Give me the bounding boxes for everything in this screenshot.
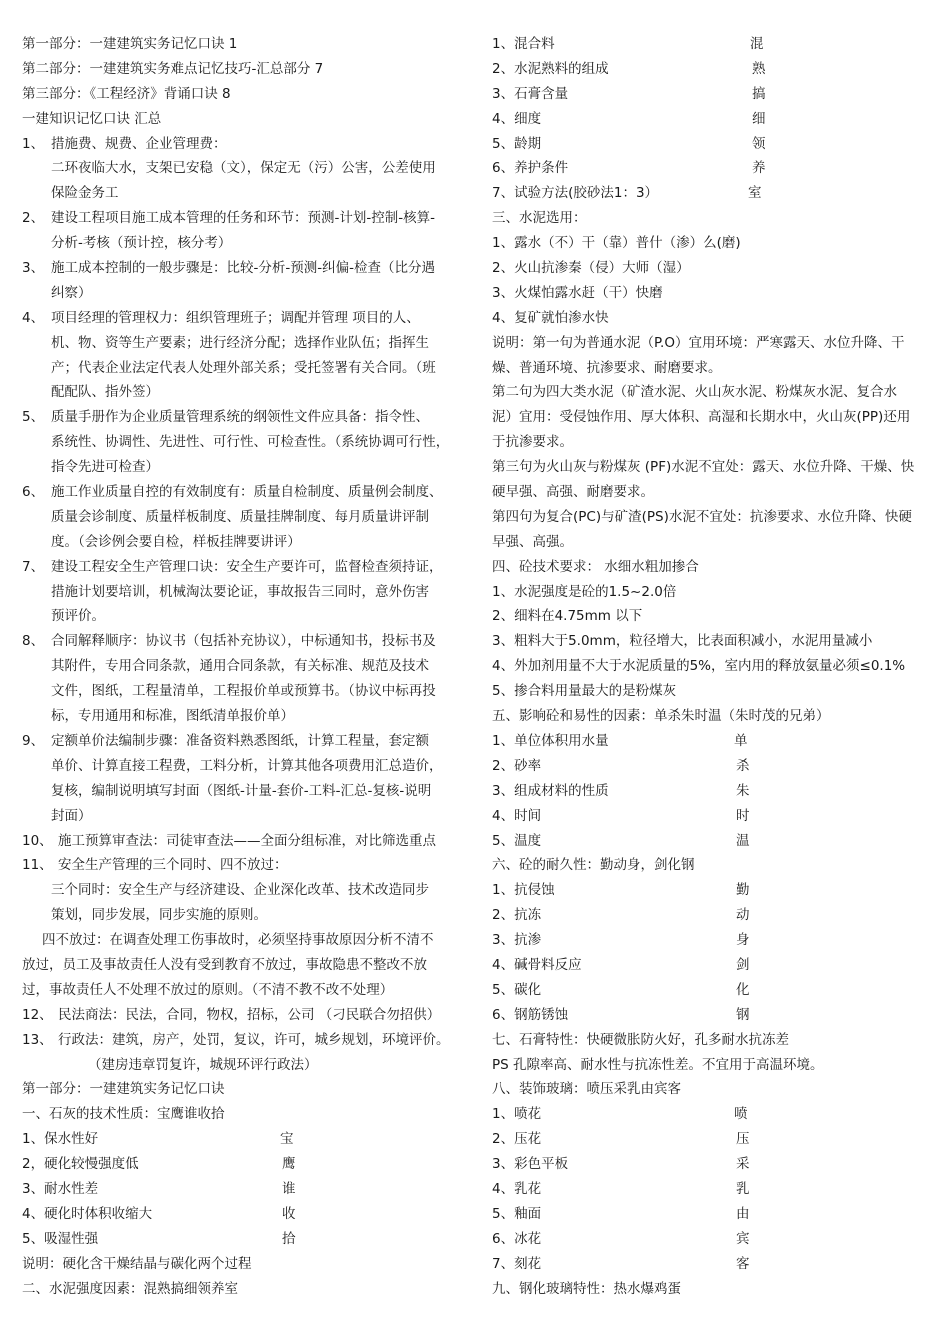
- list-item: 6、 施工作业质量自控的有效制度有：质量自检制度、质量例会制度、: [22, 484, 443, 501]
- mnemonic-key: 鹰: [282, 1156, 296, 1173]
- mnemonic-row: 1、喷花 喷: [492, 1102, 932, 1127]
- list-item: 5、掺合料用量最大的是粉煤灰: [492, 683, 677, 700]
- list-item: 3、火煤怕露水赶（干）快磨: [492, 284, 663, 301]
- list-item-cont: 预评价。: [51, 608, 105, 625]
- mnemonic-row: 2、压花 压: [492, 1127, 932, 1152]
- mnemonic-row: 3、抗渗 身: [492, 928, 932, 953]
- mnemonic-row: 4、碱骨料反应 剑: [492, 953, 932, 978]
- mnemonic-row: 4、细度 细: [492, 107, 932, 132]
- list-item: 3、 施工成本控制的一般步骤是：比较-分析-预测-纠偏-检查（比分遇: [22, 260, 435, 277]
- toc-line: 第一部分：一建建筑实务记忆口诀 1: [22, 36, 238, 52]
- list-item-cont: 指令先进可检查）: [51, 459, 159, 476]
- list-item-cont: 纠察）: [51, 284, 92, 301]
- list-item: 5、 质量手册作为企业质量管理系统的纲领性文件应具备：指令性、: [22, 409, 429, 426]
- mnemonic-key: 喷: [734, 1106, 748, 1123]
- list-item: 11、 安全生产管理的三个同时、四不放过：: [22, 857, 288, 874]
- mnemonic-row: 5、温度 温: [492, 829, 932, 854]
- mnemonic-key: 混: [750, 36, 764, 52]
- list-item-cont: 封面）: [51, 807, 92, 824]
- note-line: 于抗渗要求。: [492, 434, 573, 451]
- list-item-cont: 系统性、协调性、先进性、可行性、可检查性。（系统协调可行性，: [51, 434, 450, 451]
- list-item-cont: 度。（会诊例会要自检，样板挂牌要讲评）: [51, 533, 301, 550]
- section-heading: 八、装饰玻璃：喷压采乳由宾客: [492, 1081, 681, 1098]
- mnemonic-key: 温: [736, 832, 750, 849]
- mnemonic-row: 3、彩色平板 采: [492, 1152, 932, 1177]
- mnemonic-row: 6、养护条件 养: [492, 156, 932, 181]
- list-item: 4、 项目经理的管理权力：组织管理班子；调配并管理 项目的人、: [22, 309, 420, 326]
- mnemonic-row: 2、抗冻 动: [492, 903, 932, 928]
- list-item: 2、细料在4.75mm 以下: [492, 608, 643, 625]
- mnemonic-row: 7、刻花 客: [492, 1252, 932, 1277]
- mnemonic-row: 2，硬化较慢强度低 鹰: [22, 1152, 462, 1177]
- list-item-cont: 配配队、指外签）: [51, 384, 159, 401]
- note-line: 泥）宜用：受侵蚀作用、厚大体积、高湿和长期水中，火山灰(PP)还用: [492, 409, 911, 426]
- mnemonic-key: 压: [736, 1131, 750, 1148]
- list-item-cont: 策划，同步发展，同步实施的原则。: [51, 907, 267, 924]
- mnemonic-key: 熟: [752, 60, 766, 77]
- mnemonic-key: 勤: [736, 882, 750, 899]
- list-item-cont: 其附件，专用合同条款，通用合同条款，有关标准、规范及技术: [51, 658, 429, 675]
- mnemonic-row: 5、釉面 由: [492, 1202, 932, 1227]
- section-heading: 七、石膏特性：快硬微胀防火好，孔多耐水抗冻差: [492, 1031, 789, 1048]
- mnemonic-key: 时: [736, 807, 750, 824]
- mnemonic-row: 4、乳花 乳: [492, 1177, 932, 1202]
- mnemonic-row: 3、石膏含量 搞: [492, 82, 932, 107]
- mnemonic-key: 钢: [736, 1006, 750, 1023]
- list-item-cont: 三个同时：安全生产与经济建设、企业深化改革、技术改造同步: [51, 882, 429, 899]
- mnemonic-key: 朱: [736, 782, 750, 799]
- note-line: 早强、高强。: [492, 533, 573, 550]
- list-item: 1、 措施费、规费、企业管理费：: [22, 135, 227, 152]
- mnemonic-row: 7、试验方法(胶砂法1：3） 室: [492, 181, 932, 206]
- list-item: 3、粗料大于5.0mm，粒径增大，比表面积减小，水泥用量减小: [492, 633, 873, 650]
- note-line: 第三句为火山灰与粉煤灰 (PF)水泥不宜处：露天、水位升降、干燥、快: [492, 459, 915, 476]
- section-heading: 九、钢化玻璃特性：热水爆鸡蛋: [492, 1280, 681, 1297]
- left-column: [22, 32, 462, 1301]
- list-item-cont: 标，专用通用和标准，图纸清单报价单）: [51, 708, 294, 725]
- mnemonic-key: 客: [736, 1255, 750, 1272]
- note-line: PS 孔隙率高、耐水性与抗冻性差。不宜用于高温环境。: [492, 1056, 824, 1073]
- mnemonic-key: 拾: [282, 1230, 296, 1247]
- list-item: 1、水泥强度是砼的1.5~2.0倍: [492, 583, 677, 600]
- list-item-cont: 产；代表企业法定代表人处理外部关系；受托签署有关合同。（班: [51, 359, 436, 376]
- mnemonic-key: 宝: [280, 1131, 294, 1148]
- section-heading: 一建知识记忆口诀 汇总: [22, 110, 162, 127]
- mnemonic-row: 2、砂率 杀: [492, 754, 932, 779]
- section-heading: 四、砼技术要求： 水细水粗加掺合: [492, 558, 699, 575]
- mnemonic-row: 3、组成材料的性质 朱: [492, 779, 932, 804]
- mnemonic-row: 6、钢筋锈蚀 钢: [492, 1003, 932, 1028]
- list-item: 4、外加剂用量不大于水泥质量的5%，室内用的释放氨量必须≤0.1%: [492, 658, 906, 675]
- note-line: 第四句为复合(PC)与矿渣(PS)水泥不宜处：抗渗要求、水位升降、快硬: [492, 508, 912, 525]
- mnemonic-key: 单: [734, 732, 748, 749]
- list-item-cont: （建房违章罚复许，城规环评行政法）: [88, 1056, 318, 1073]
- section-heading: 二、水泥强度因素：混熟搞细领养室: [22, 1280, 238, 1297]
- mnemonic-row: 1、抗侵蚀 勤: [492, 878, 932, 903]
- mnemonic-key: 由: [736, 1205, 750, 1222]
- paragraph-line: 四不放过：在调查处理工伤事故时，必须坚持事故原因分析不清不: [42, 932, 434, 949]
- mnemonic-key: 化: [736, 981, 750, 998]
- mnemonic-row: 4、时间 时: [492, 804, 932, 829]
- note-line: 说明：硬化含干燥结晶与碳化两个过程: [22, 1255, 252, 1272]
- mnemonic-row: 1、保水性好 宝: [22, 1127, 462, 1152]
- list-item: 9、 定额单价法编制步骤：准备资料熟悉图纸，计算工程量，套定额: [22, 732, 429, 749]
- list-item: 13、 行政法：建筑，房产，处罚，复议，许可，城乡规划，环境评价。: [22, 1031, 450, 1048]
- mnemonic-key: 室: [748, 185, 762, 202]
- mnemonic-row: 3、耐水性差 谁: [22, 1177, 462, 1202]
- toc-line: 第二部分：一建建筑实务难点记忆技巧-汇总部分 7: [22, 60, 324, 77]
- part-heading: 第一部分：一建建筑实务记忆口诀: [22, 1081, 225, 1098]
- list-item-cont: 二环夜临大水，支架已安稳（文），保定无（污）公害，公差使用: [51, 160, 436, 177]
- list-item: 2、 建设工程项目施工成本管理的任务和环节：预测-计划-控制-核算-: [22, 210, 435, 227]
- list-item: 4、复矿就怕渗水快: [492, 309, 609, 326]
- section-heading: 五、影响砼和易性的因素：单杀朱时温（朱时茂的兄弟）: [492, 708, 830, 725]
- mnemonic-key: 养: [752, 160, 766, 177]
- toc-line: 第三部分：《工程经济》背诵口诀 8: [22, 85, 231, 102]
- section-heading: 一、石灰的技术性质：宝鹰谁收拾: [22, 1106, 225, 1123]
- section-heading: 六、砼的耐久性：勤动身，剑化钢: [492, 857, 695, 874]
- mnemonic-row: 1、混合料 混: [492, 32, 932, 57]
- list-item: 2、火山抗渗秦（侵）大师（湿）: [492, 260, 690, 277]
- list-item: 12、 民法商法：民法，合同，物权，招标，公司 （刁民联合勿招供）: [22, 1006, 441, 1023]
- mnemonic-row: 2、水泥熟料的组成 熟: [492, 57, 932, 82]
- note-line: 第二句为四大类水泥（矿渣水泥、火山灰水泥、粉煤灰水泥、复合水: [492, 384, 897, 401]
- mnemonic-key: 身: [736, 932, 750, 949]
- mnemonic-key: 采: [736, 1156, 750, 1173]
- list-item-cont: 机、物、资等生产要素；进行经济分配；选择作业队伍；指挥生: [51, 334, 429, 351]
- note-line: 硬早强、高强、耐磨要求。: [492, 484, 654, 501]
- mnemonic-row: 6、冰花 宾: [492, 1227, 932, 1252]
- mnemonic-key: 谁: [282, 1180, 296, 1197]
- list-item-cont: 文件，图纸，工程量清单，工程报价单或预算书。（协议中标再投: [51, 683, 436, 700]
- mnemonic-key: 动: [736, 907, 750, 924]
- list-item-cont: 质量会诊制度、质量样板制度、质量挂牌制度、每月质量讲评制: [51, 508, 429, 525]
- list-item: 10、 施工预算审查法：司徒审查法——全面分组标准，对比筛选重点: [22, 832, 436, 849]
- mnemonic-key: 领: [752, 135, 766, 152]
- list-item-cont: 分析-考核（预计控，核分考）: [51, 235, 232, 252]
- mnemonic-row: 5、龄期 领: [492, 132, 932, 157]
- list-item-cont: 单价、计算直接工程费，工料分析，计算其他各项费用汇总造价，: [51, 757, 443, 774]
- section-heading: 三、水泥选用：: [492, 210, 587, 227]
- list-item: 1、露水（不）干（靠）普什（渗）么(磨): [492, 235, 741, 252]
- paragraph-line: 放过，员工及事故责任人没有受到教育不放过，事故隐患不整改不放: [22, 956, 427, 973]
- list-item: 8、 合同解释顺序：协议书（包括补充协议），中标通知书，投标书及: [22, 633, 436, 650]
- mnemonic-key: 细: [752, 110, 766, 127]
- mnemonic-key: 宾: [736, 1230, 750, 1247]
- list-item-cont: 保险金务工: [51, 185, 119, 202]
- mnemonic-row: 4、硬化时体积收缩大 收: [22, 1202, 462, 1227]
- mnemonic-key: 剑: [736, 956, 750, 973]
- note-line: 燥、普通环境、抗渗要求、耐磨要求。: [492, 359, 722, 376]
- paragraph-line: 过，事故责任人不处理不放过的原则。（不清不教不改不处理）: [22, 981, 394, 998]
- list-item: 7、 建设工程安全生产管理口诀：安全生产要许可，监督检查须持证，: [22, 558, 443, 575]
- mnemonic-row: 1、单位体积用水量 单: [492, 729, 932, 754]
- mnemonic-key: 收: [282, 1205, 296, 1222]
- list-item-cont: 措施计划要培训，机械淘汰要论证，事故报告三同时，意外伤害: [51, 583, 429, 600]
- list-item-cont: 复核，编制说明填写封面（图纸-计量-套价-工料-汇总-复核-说明: [51, 782, 432, 799]
- mnemonic-key: 杀: [736, 757, 750, 774]
- mnemonic-row: 5、吸湿性强 拾: [22, 1227, 462, 1252]
- note-line: 说明：第一句为普通水泥（P.O）宜用环境：严寒露天、水位升降、干: [492, 334, 905, 351]
- right-column: [492, 32, 932, 1301]
- mnemonic-row: 5、碳化 化: [492, 978, 932, 1003]
- mnemonic-key: 搞: [752, 85, 766, 102]
- mnemonic-key: 乳: [736, 1180, 750, 1197]
